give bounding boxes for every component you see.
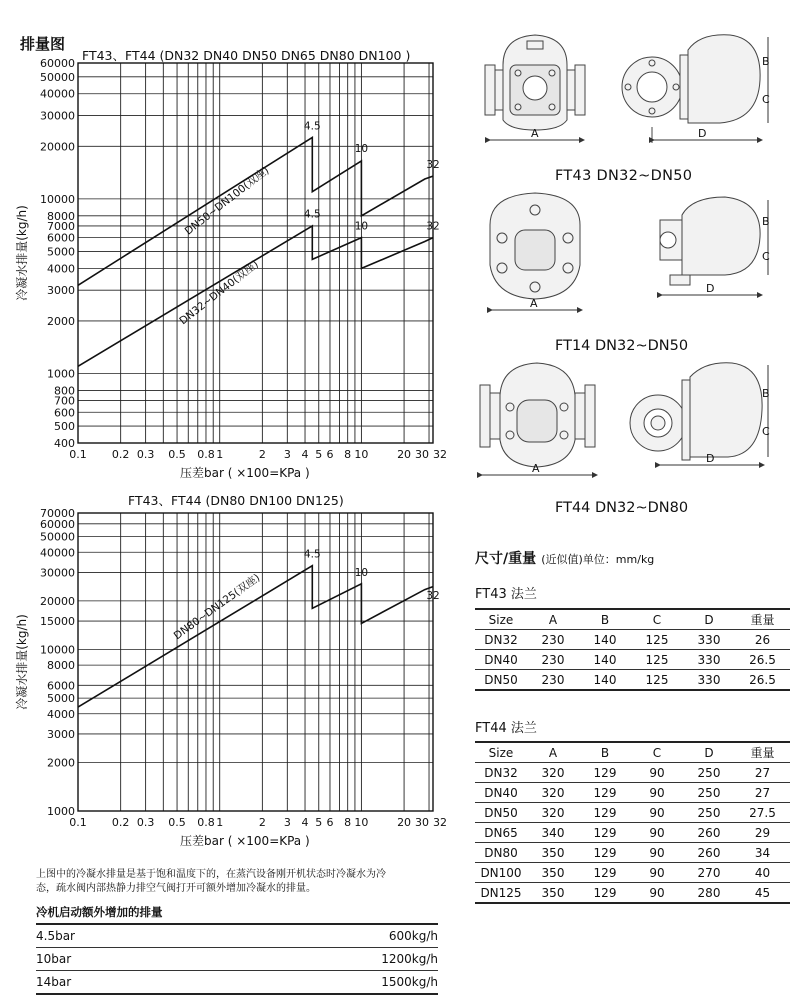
y-tick-label: 70000	[40, 507, 75, 520]
y-tick-label: 8000	[47, 659, 75, 673]
table-cell: 350	[527, 863, 579, 883]
table-cell: 129	[579, 803, 631, 823]
table-cell: 330	[683, 670, 735, 691]
cold-pressure: 10bar	[36, 948, 200, 971]
x-tick-label: 6	[326, 448, 334, 461]
table-cell: DN100	[475, 863, 527, 883]
y-tick-label: 60000	[40, 57, 75, 70]
y-tick-label: 6000	[47, 679, 75, 693]
x-tick-label: 2	[258, 816, 266, 829]
dim-d-label: D	[706, 452, 715, 465]
table-cell: 129	[579, 783, 631, 803]
y-tick-label: 500	[54, 420, 75, 434]
cold-flow: 1200kg/h	[200, 948, 438, 971]
dim-a-label: A	[532, 462, 540, 475]
series-label: DN50~DN100(双座)	[182, 164, 272, 238]
y-tick-label: 2000	[47, 314, 75, 328]
x-tick-label: 32	[433, 816, 447, 829]
table-header-row	[475, 742, 790, 763]
table-cell: DN50	[475, 803, 527, 823]
series-line	[78, 566, 433, 707]
x-tick-label: 6	[326, 816, 334, 829]
y-tick-label: 400	[54, 437, 75, 450]
point-annotation: 32	[426, 220, 440, 233]
dim-c-label: C	[762, 93, 770, 106]
x-axis-label: 压差bar ( ×100=KPa )	[180, 466, 310, 480]
table-cell: 350	[527, 843, 579, 863]
table-cell: 90	[631, 803, 683, 823]
y-tick-label: 7000	[47, 219, 75, 233]
y-tick-label: 1000	[47, 805, 75, 818]
y-tick-label: 700	[54, 394, 75, 408]
cold-pressure: 14bar	[36, 971, 200, 995]
table-header-row	[475, 609, 790, 630]
y-tick-label: 50000	[40, 70, 75, 84]
x-tick-label: 10	[354, 448, 369, 461]
dim-b-label: B	[762, 55, 770, 68]
y-axis-label: 冷凝水排量(kg/h)	[15, 205, 29, 301]
table-row	[36, 971, 438, 995]
column-header: A	[527, 742, 579, 763]
column-header: Size	[475, 742, 527, 763]
point-annotation: 4.5	[303, 120, 321, 133]
dimensions-unit: (近似值)单位：mm/kg	[541, 553, 655, 566]
y-tick-label: 20000	[40, 140, 75, 154]
table-cell: DN80	[475, 843, 527, 863]
model-label-ft43: FT43 DN32~DN50	[555, 168, 693, 184]
table-row	[475, 783, 790, 803]
cold-start-table	[36, 923, 438, 995]
y-tick-label: 4000	[47, 262, 75, 276]
column-header: B	[579, 742, 631, 763]
table-cell: 250	[683, 803, 735, 823]
y-tick-label: 10000	[40, 643, 75, 657]
table-row	[475, 763, 790, 783]
table-row	[475, 630, 790, 650]
note	[36, 868, 456, 896]
table-row	[475, 863, 790, 883]
x-tick-label: 20	[397, 816, 412, 829]
table-row	[475, 883, 790, 904]
point-annotation: 10	[354, 567, 369, 580]
table-cell: DN40	[475, 783, 527, 803]
dim-b-label: B	[762, 387, 770, 400]
table-cell: 250	[683, 763, 735, 783]
ft43-front-drawing	[485, 35, 585, 130]
note-line-2: 态，疏水阀内部热静力排空气阀打开可额外增加冷凝水的排量。	[36, 883, 316, 894]
y-tick-label: 800	[54, 384, 75, 398]
table-row	[475, 670, 790, 691]
table-cell: 90	[631, 863, 683, 883]
capacity-chart-2	[0, 505, 470, 860]
table-cell: 27	[735, 763, 790, 783]
table-cell: 125	[631, 670, 683, 691]
y-axis-label: 冷凝水排量(kg/h)	[15, 614, 29, 710]
ft43-side-drawing	[622, 35, 760, 123]
table-cell: 140	[579, 630, 631, 650]
table-cell: 340	[527, 823, 579, 843]
y-tick-label: 30000	[40, 566, 75, 580]
table-cell: 90	[631, 763, 683, 783]
x-tick-label: 0.8	[197, 816, 215, 829]
table-cell: 34	[735, 843, 790, 863]
column-header: D	[683, 609, 735, 630]
dim-d-label: D	[706, 282, 715, 295]
x-tick-label: 30	[415, 448, 430, 461]
table-cell: 320	[527, 783, 579, 803]
series-label: DN32~DN40(双座)	[177, 258, 261, 328]
table-cell: 350	[527, 883, 579, 904]
ft14-front-drawing	[490, 193, 580, 299]
table-cell: 260	[683, 823, 735, 843]
table-cell: 29	[735, 823, 790, 843]
y-tick-label: 15000	[40, 615, 75, 629]
ft44-table-label: FT44 法兰	[475, 721, 537, 736]
table-cell: 129	[579, 863, 631, 883]
trap-drawings	[470, 25, 790, 525]
y-tick-label: 8000	[47, 209, 75, 223]
x-tick-label: 32	[433, 448, 447, 461]
y-tick-label: 10000	[40, 192, 75, 206]
x-tick-label: 0.3	[136, 448, 155, 461]
dim-a-label: A	[530, 297, 538, 310]
x-axis-label: 压差bar ( ×100=KPa )	[180, 834, 310, 848]
model-label-ft44: FT44 DN32~DN80	[555, 500, 689, 516]
table-cell: 129	[579, 843, 631, 863]
table-cell: 129	[579, 823, 631, 843]
table-cell: 90	[631, 783, 683, 803]
table-cell: DN125	[475, 883, 527, 904]
x-tick-label: 5	[315, 448, 323, 461]
x-tick-label: 1	[216, 816, 224, 829]
x-tick-label: 10	[354, 816, 369, 829]
x-tick-label: 4	[301, 816, 309, 829]
x-tick-label: 2	[258, 448, 266, 461]
table-cell: DN40	[475, 650, 527, 670]
y-tick-label: 5000	[47, 245, 75, 259]
chart1-subtitle: FT43、FT44 (DN32 DN40 DN50 DN65 DN80 DN100 )	[82, 48, 411, 63]
column-header: A	[527, 609, 579, 630]
table-cell: 140	[579, 670, 631, 691]
x-tick-label: 3	[283, 816, 291, 829]
y-tick-label: 20000	[40, 594, 75, 608]
page-heading: 排量图	[20, 35, 66, 53]
table-cell: 26.5	[735, 670, 790, 691]
table-cell: 330	[683, 650, 735, 670]
ft44-side-drawing	[630, 363, 762, 460]
table-cell: 26.5	[735, 650, 790, 670]
table-cell: 280	[683, 883, 735, 904]
table-row	[36, 924, 438, 948]
table-cell: DN32	[475, 630, 527, 650]
table-cell: DN32	[475, 763, 527, 783]
x-tick-label: 20	[397, 448, 412, 461]
y-tick-label: 2000	[47, 756, 75, 770]
y-tick-label: 1000	[47, 367, 75, 381]
column-header: 重量	[735, 742, 790, 763]
note-line-1: 上图中的冷凝水排量是基于饱和温度下的，在蒸汽设备刚开机状态时冷凝水为冷	[36, 869, 386, 880]
y-tick-label: 40000	[40, 546, 75, 560]
series-line	[78, 226, 433, 366]
table-cell: 260	[683, 843, 735, 863]
y-tick-label: 50000	[40, 530, 75, 544]
table-cell: 90	[631, 883, 683, 904]
cold-pressure: 4.5bar	[36, 924, 200, 948]
point-annotation: 32	[426, 590, 440, 603]
cold-start-title: 冷机启动额外增加的排量	[36, 905, 163, 919]
column-header: D	[683, 742, 735, 763]
x-tick-label: 0.1	[69, 816, 87, 829]
y-tick-label: 60000	[40, 517, 75, 531]
x-tick-label: 0.8	[197, 448, 215, 461]
table-cell: DN65	[475, 823, 527, 843]
cold-flow: 600kg/h	[200, 924, 438, 948]
y-tick-label: 30000	[40, 109, 75, 123]
dimensions-heading: 尺寸/重量	[475, 551, 537, 567]
y-tick-label: 4000	[47, 707, 75, 721]
ft14-side-drawing	[660, 197, 760, 285]
table-cell: 230	[527, 650, 579, 670]
table-cell: 90	[631, 843, 683, 863]
column-header: 重量	[735, 609, 790, 630]
table-row	[475, 803, 790, 823]
x-tick-label: 30	[415, 816, 430, 829]
ft43-table-label: FT43 法兰	[475, 587, 537, 602]
chart2-subtitle: FT43、FT44 (DN80 DN100 DN125)	[128, 493, 344, 508]
x-tick-label: 0.3	[136, 816, 155, 829]
table-row	[475, 843, 790, 863]
point-annotation: 10	[354, 143, 369, 156]
x-tick-label: 0.2	[111, 816, 130, 829]
dim-a-label: A	[531, 127, 539, 140]
table-cell: 129	[579, 763, 631, 783]
table-cell: 230	[527, 670, 579, 691]
dim-c-label: C	[762, 425, 770, 438]
x-tick-label: 4	[301, 448, 309, 461]
table-cell: 320	[527, 763, 579, 783]
table-cell: DN50	[475, 670, 527, 691]
table-cell: 330	[683, 630, 735, 650]
table-cell: 320	[527, 803, 579, 823]
x-tick-label: 5	[315, 816, 323, 829]
table-cell: 27	[735, 783, 790, 803]
y-tick-label: 6000	[47, 231, 75, 245]
x-tick-label: 8	[344, 448, 352, 461]
y-tick-label: 3000	[47, 284, 75, 298]
y-tick-label: 600	[54, 406, 75, 420]
dimensions-title	[475, 548, 654, 568]
point-annotation: 32	[426, 159, 440, 172]
y-tick-label: 5000	[47, 692, 75, 706]
column-header: B	[579, 609, 631, 630]
table-row	[36, 948, 438, 971]
table-cell: 125	[631, 650, 683, 670]
table-cell: 26	[735, 630, 790, 650]
column-header: Size	[475, 609, 527, 630]
ft43-dimension-table	[475, 608, 790, 691]
plot-frame	[78, 63, 433, 443]
capacity-chart-1	[0, 55, 470, 495]
table-row	[475, 823, 790, 843]
column-header: C	[631, 609, 683, 630]
y-tick-label: 3000	[47, 727, 75, 741]
point-annotation: 4.5	[303, 208, 321, 221]
x-tick-label: 8	[344, 816, 352, 829]
table-cell: 140	[579, 650, 631, 670]
x-tick-label: 0.1	[69, 448, 87, 461]
table-cell: 250	[683, 783, 735, 803]
point-annotation: 4.5	[303, 548, 321, 561]
x-tick-label: 1	[216, 448, 224, 461]
series-label: DN80~DN125(双座)	[171, 571, 263, 643]
dim-d-label: D	[698, 127, 707, 140]
dim-b-label: B	[762, 215, 770, 228]
table-cell: 125	[631, 630, 683, 650]
table-cell: 40	[735, 863, 790, 883]
column-header: C	[631, 742, 683, 763]
table-cell: 27.5	[735, 803, 790, 823]
table-cell: 129	[579, 883, 631, 904]
model-label-ft14: FT14 DN32~DN50	[555, 338, 689, 354]
ft44-front-drawing	[480, 363, 595, 467]
table-cell: 90	[631, 823, 683, 843]
ft44-dimension-table	[475, 741, 790, 904]
table-cell: 45	[735, 883, 790, 904]
cold-flow: 1500kg/h	[200, 971, 438, 995]
x-tick-label: 0.5	[168, 448, 186, 461]
y-tick-label: 40000	[40, 87, 75, 101]
table-row	[475, 650, 790, 670]
table-cell: 270	[683, 863, 735, 883]
dim-c-label: C	[762, 250, 770, 263]
x-tick-label: 0.2	[111, 448, 130, 461]
table-cell: 230	[527, 630, 579, 650]
plot-frame	[78, 513, 433, 811]
x-tick-label: 0.5	[168, 816, 186, 829]
point-annotation: 10	[354, 220, 369, 233]
x-tick-label: 3	[283, 448, 291, 461]
